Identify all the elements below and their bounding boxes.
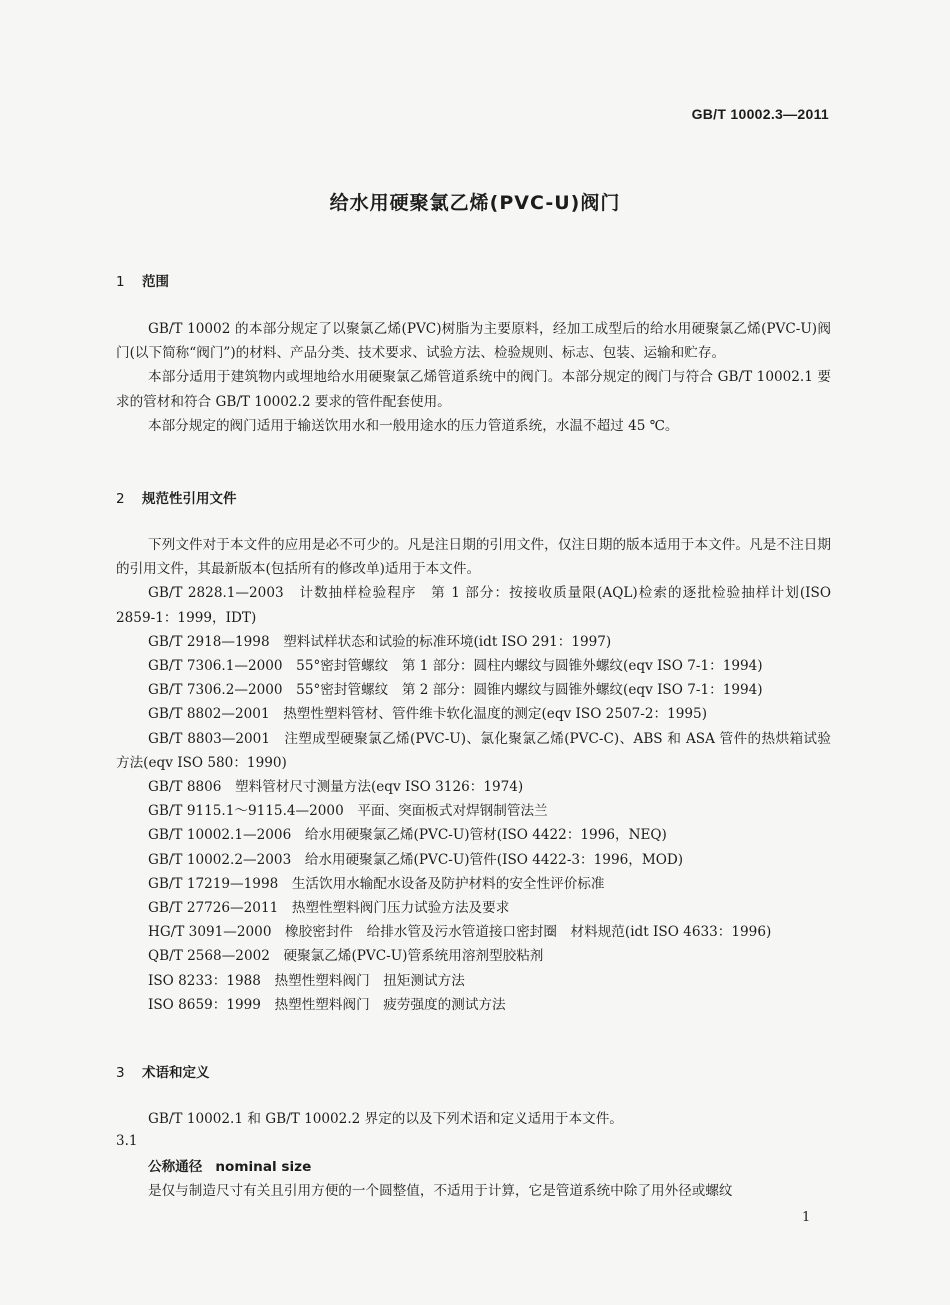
section-title: 范围 (142, 274, 169, 290)
section-title: 术语和定义 (142, 1065, 210, 1081)
reference-item: GB/T 10002.1—2006 给水用硬聚氯乙烯(PVC-U)管材(ISO 4422：1996，NEQ) (148, 827, 667, 844)
section-2-heading (116, 487, 237, 507)
term-heading (116, 1155, 831, 1179)
term-definition: 是仅与制造尺寸有关且引用方便的一个圆整值，不适用于计算，它是管道系统中除了用外径或螺纹 (148, 1183, 733, 1200)
reference-item: QB/T 2568—2002 硬聚氯乙烯(PVC-U)管系统用溶剂型胶粘剂 (148, 948, 544, 965)
paragraph: GB/T 10002 的本部分规定了以聚氯乙烯(PVC)树脂为主要原料，经加工成型后的给水用硬聚氯乙烯(PVC-U)阀门(以下简称“阀门”)的材料、产品分类、技术要求、试验方法、检验规则、标志、包装、运输和贮存。 (116, 321, 831, 362)
reference-item: ISO 8659：1999 热塑性塑料阀门 疲劳强度的测试方法 (148, 996, 506, 1013)
reference-item: GB/T 8803—2001 注塑成型硬聚氯乙烯(PVC-U)、氯化聚氯乙烯(PVC-C)、ABS 和 ASA 管件的热烘箱试验方法(eqv ISO 580：1990) (116, 730, 831, 771)
paragraph: GB/T 10002.1 和 GB/T 10002.2 界定的以及下列术语和定义适用于本文件。 (148, 1111, 623, 1127)
reference-item: ISO 8233：1988 热塑性塑料阀门 扭矩测试方法 (148, 972, 465, 989)
reference-item: GB/T 8806 塑料管材尺寸测量方法(eqv ISO 3126：1974) (148, 779, 524, 796)
paragraph: 下列文件对于本文件的应用是必不可少的。凡是注日期的引用文件，仅注日期的版本适用于本文件。凡是不注日期的引用文件，其最新版本(包括所有的修改单)适用于本文件。 (116, 537, 831, 578)
reference-item: GB/T 17219—1998 生活饮用水输配水设备及防护材料的安全性评价标准 (148, 875, 605, 892)
term-chinese: 公称通径 (148, 1159, 203, 1175)
section-number: 3 (116, 1065, 125, 1081)
section-3-heading (116, 1061, 210, 1081)
term-number: 3.1 (116, 1133, 138, 1149)
section-number: 1 (116, 274, 125, 290)
document-title: 给水用硬聚氯乙烯(PVC-U)阀门 (329, 192, 621, 214)
section-3-intro (116, 1107, 831, 1131)
page-number: 1 (802, 1210, 811, 1225)
reference-item: GB/T 2918—1998 塑料试样状态和试验的标准环境(idt ISO 291：1997) (148, 633, 612, 650)
section-number: 2 (116, 491, 125, 507)
reference-item: GB/T 2828.1—2003 计数抽样检验程序 第 1 部分：按接收质量限(AQL)检索的逐批检验抽样计划(ISO 2859-1：1999，IDT) (116, 585, 831, 626)
reference-item: GB/T 10002.2—2003 给水用硬聚氯乙烯(PVC-U)管件(ISO 4422-3：1996，MOD) (148, 851, 684, 868)
paragraph: 本部分适用于建筑物内或埋地给水用硬聚氯乙烯管道系统中的阀门。本部分规定的阀门与符合 GB/T 10002.1 要求的管材和符合 GB/T 10002.2 要求的管件配套使用。 (116, 369, 831, 410)
standard-code: GB/T 10002.3—2011 (691, 106, 829, 122)
reference-item: GB/T 27726—2011 热塑性塑料阀门压力试验方法及要求 (148, 900, 510, 917)
section-2-body (116, 533, 831, 1017)
reference-item: GB/T 7306.2—2000 55°密封管螺纹 第 2 部分：圆锥内螺纹与圆锥外螺纹(eqv ISO 7-1：1994) (148, 682, 763, 699)
section-1-heading (116, 270, 169, 290)
reference-item: GB/T 8802—2001 热塑性塑料管材、管件维卡软化温度的测定(eqv ISO 2507-2：1995) (148, 706, 708, 723)
section-1-body (116, 317, 831, 438)
section-title: 规范性引用文件 (142, 491, 237, 507)
term-english: nominal size (215, 1159, 312, 1175)
reference-item: GB/T 7306.1—2000 55°密封管螺纹 第 1 部分：圆柱内螺纹与圆锥外螺纹(eqv ISO 7-1：1994) (148, 658, 763, 675)
reference-item: HG/T 3091—2000 橡胶密封件 给排水管及污水管道接口密封圈 材料规范(idt ISO 4633：1996) (148, 924, 772, 941)
term-entry (116, 1155, 831, 1203)
paragraph: 本部分规定的阀门适用于输送饮用水和一般用途水的压力管道系统，水温不超过 45 ℃。 (148, 417, 679, 434)
reference-item: GB/T 9115.1～9115.4—2000 平面、突面板式对焊钢制管法兰 (148, 803, 548, 820)
